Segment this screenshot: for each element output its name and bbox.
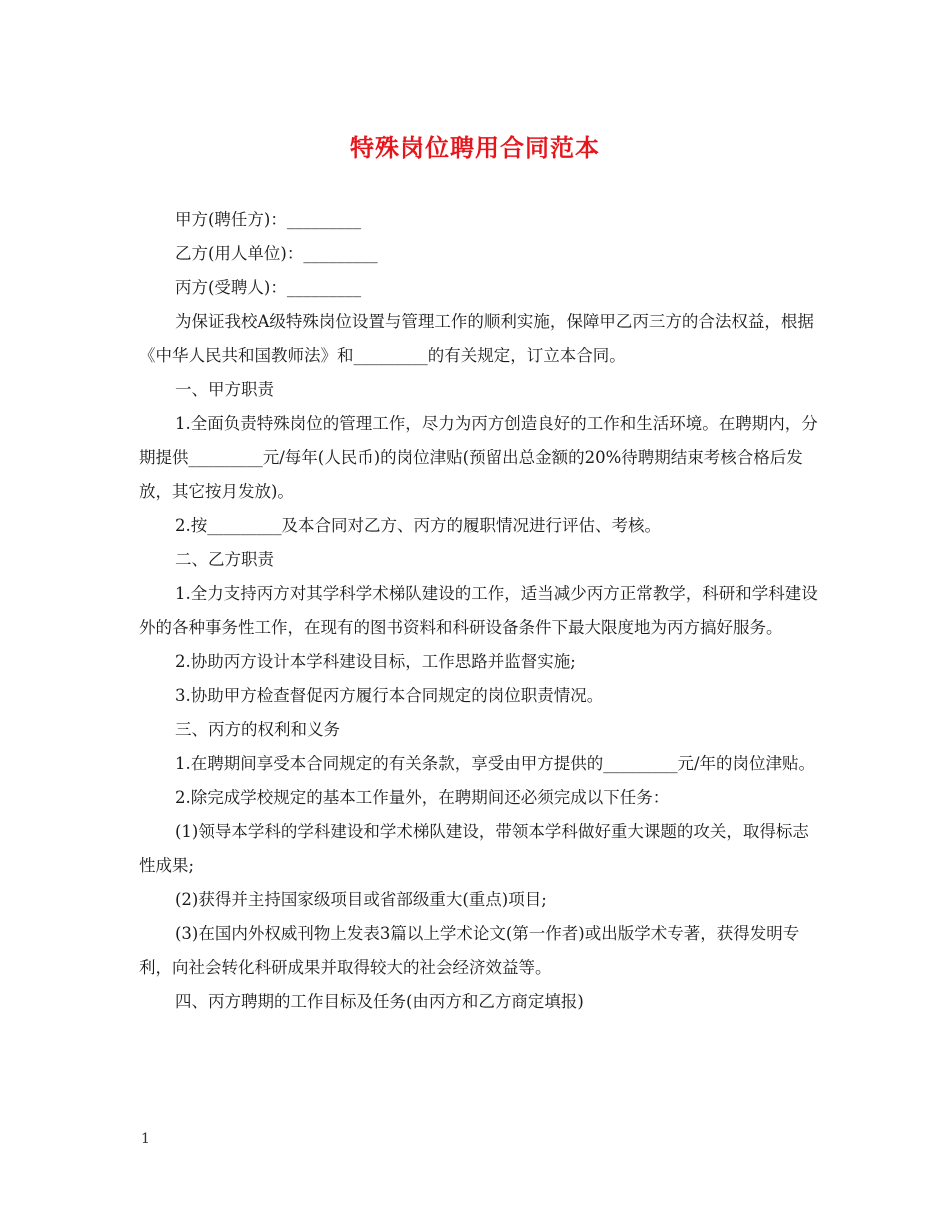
paragraph-1-2: 2.按_________及本合同对乙方、丙方的履职情况进行评估、考核。	[175, 516, 661, 535]
section-heading-3: 三、丙方的权利和义务	[175, 720, 340, 739]
paragraph-party-a: 甲方(聘任方)：_________	[175, 210, 362, 229]
paragraph-3-2: 2.除完成学校规定的基本工作量外，在聘期间还必须完成以下任务：	[175, 788, 670, 807]
section-heading-4: 四、丙方聘期的工作目标及任务(由丙方和乙方商定填报)	[175, 992, 584, 1011]
paragraph-party-c: 丙方(受聘人)：_________	[175, 278, 362, 297]
section-heading-2: 二、乙方职责	[175, 550, 274, 569]
paragraph-preamble: 为保证我校A级特殊岗位设置与管理工作的顺利实施，保障甲乙丙三方的合法权益，根据《中华人民共和国教师法》和_________的有关规定，订立本合同。	[139, 312, 814, 365]
paragraph-3-2-3: (3)在国内外权威刊物上发表3篇以上学术论文(第一作者)或出版学术专著，获得发明专利，向社会转化科研成果并取得较大的社会经济效益等。	[139, 924, 800, 977]
page-number: 1	[141, 1131, 150, 1147]
paragraph-3-2-2: (2)获得并主持国家级项目或省部级重大(重点)项目;	[175, 890, 547, 909]
paragraph-2-2: 2.协助丙方设计本学科建设目标，工作思路并监督实施;	[175, 652, 576, 671]
paragraph-2-3: 3.协助甲方检查督促丙方履行本合同规定的岗位职责情况。	[175, 686, 604, 705]
paragraph-3-1: 1.在聘期间享受本合同规定的有关条款，享受由甲方提供的_________元/年的岗位津贴。	[175, 754, 816, 773]
paragraph-party-b: 乙方(用人单位)：_________	[175, 244, 378, 263]
document-title: 特殊岗位聘用合同范本	[350, 133, 600, 162]
section-heading-1: 一、甲方职责	[175, 380, 274, 399]
paragraph-1-1: 1.全面负责特殊岗位的管理工作，尽力为丙方创造良好的工作和生活环境。在聘期内，分期提供_________元/每年(人民币)的岗位津贴(预留出总金额的20%待聘期结束考核合格后发放，其它按月发放)。	[139, 414, 818, 501]
document-body	[139, 203, 819, 1019]
paragraph-2-1: 1.全力支持丙方对其学科学术梯队建设的工作，适当减少丙方正常教学，科研和学科建设外的各种事务性工作，在现有的图书资料和科研设备条件下最大限度地为丙方搞好服务。	[139, 584, 818, 637]
paragraph-3-2-1: (1)领导本学科的学科建设和学术梯队建设，带领本学科做好重大课题的攻关，取得标志性成果;	[139, 822, 809, 875]
